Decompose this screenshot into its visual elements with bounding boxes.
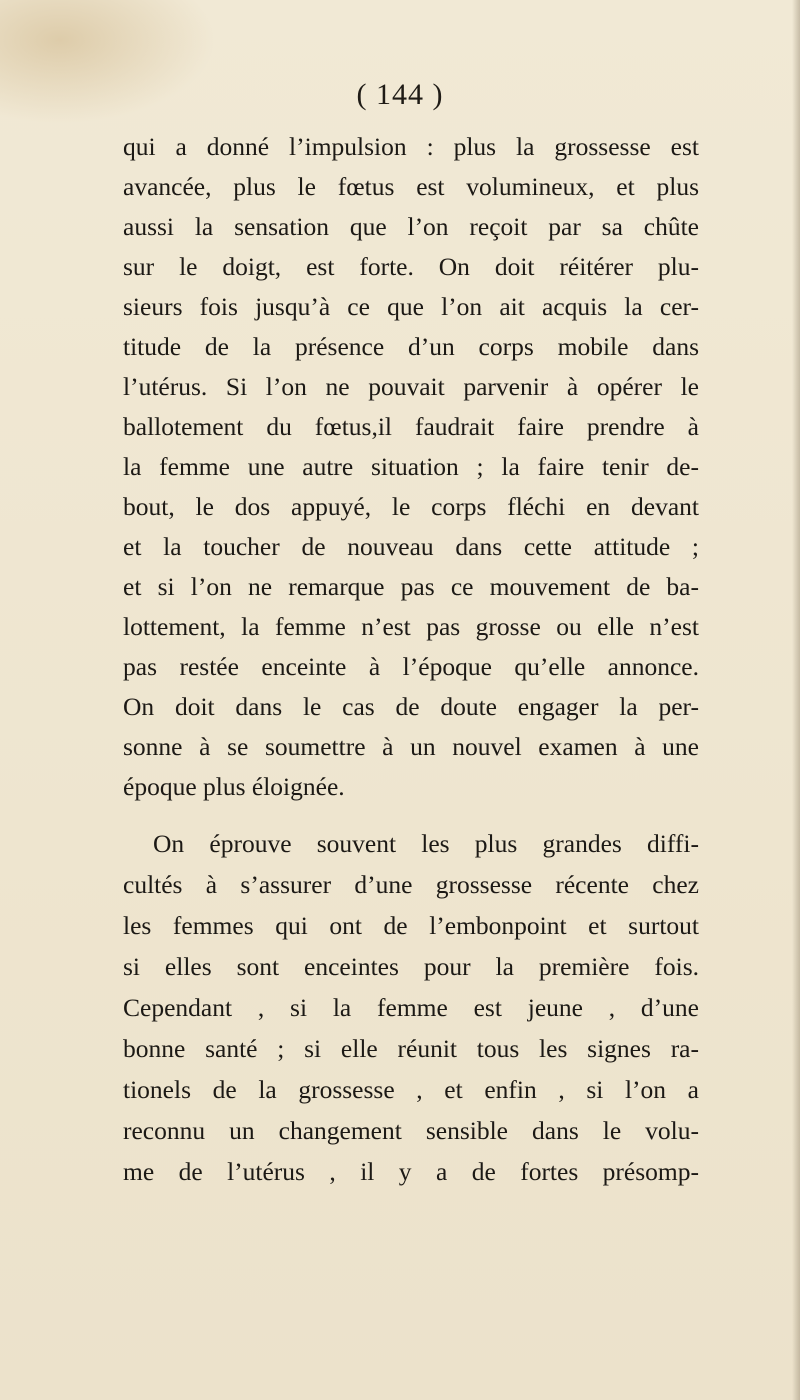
text-line: Cependant , si la femme est jeune , d’une	[123, 993, 699, 1022]
text-line: aussi la sensation que l’on reçoit par sa chûte	[123, 212, 699, 241]
text-line: reconnu un changement sensible dans le volu-	[123, 1116, 699, 1145]
text-line: pas restée enceinte à l’époque qu’elle annonce.	[123, 652, 699, 681]
text-line: et la toucher de nouveau dans cette attitude ;	[123, 532, 699, 561]
text-line: époque plus éloignée.	[123, 772, 345, 801]
text-line: ballotement du fœtus,il faudrait faire prendre à	[123, 412, 699, 441]
text-line: la femme une autre situation ; la faire tenir de-	[123, 452, 699, 481]
text-line: qui a donné l’impulsion : plus la grossesse est	[123, 132, 699, 161]
text-line: On doit dans le cas de doute engager la per-	[123, 692, 699, 721]
text-line: lottement, la femme n’est pas grosse ou elle n’est	[123, 612, 699, 641]
text-line: et si l’on ne remarque pas ce mouvement de ba-	[123, 572, 699, 601]
text-line: les femmes qui ont de l’embonpoint et surtout	[123, 911, 699, 940]
text-line: sonne à se soumettre à un nouvel examen à une	[123, 732, 699, 761]
text-line: bonne santé ; si elle réunit tous les signes ra-	[123, 1034, 699, 1063]
page-number: ( 144 )	[356, 78, 444, 111]
page-edge-shadow	[792, 0, 800, 1400]
text-line: avancée, plus le fœtus est volumineux, et plus	[123, 172, 699, 201]
text-line: cultés à s’assurer d’une grossesse récente chez	[123, 870, 699, 899]
text-line: me de l’utérus , il y a de fortes présomp-	[123, 1157, 699, 1186]
text-line: bout, le dos appuyé, le corps fléchi en devant	[123, 492, 699, 521]
text-line: tionels de la grossesse , et enfin , si l’on a	[123, 1075, 699, 1104]
text-line: sieurs fois jusqu’à ce que l’on ait acquis la cer-	[123, 292, 699, 321]
text-line: On éprouve souvent les plus grandes diffi-	[153, 829, 699, 858]
text-line: l’utérus. Si l’on ne pouvait parvenir à opérer le	[123, 372, 699, 401]
text-line: si elles sont enceintes pour la première fois.	[123, 952, 699, 981]
text-line: titude de la présence d’un corps mobile dans	[123, 332, 699, 361]
text-line: sur le doigt, est forte. On doit réitérer plu-	[123, 252, 699, 281]
